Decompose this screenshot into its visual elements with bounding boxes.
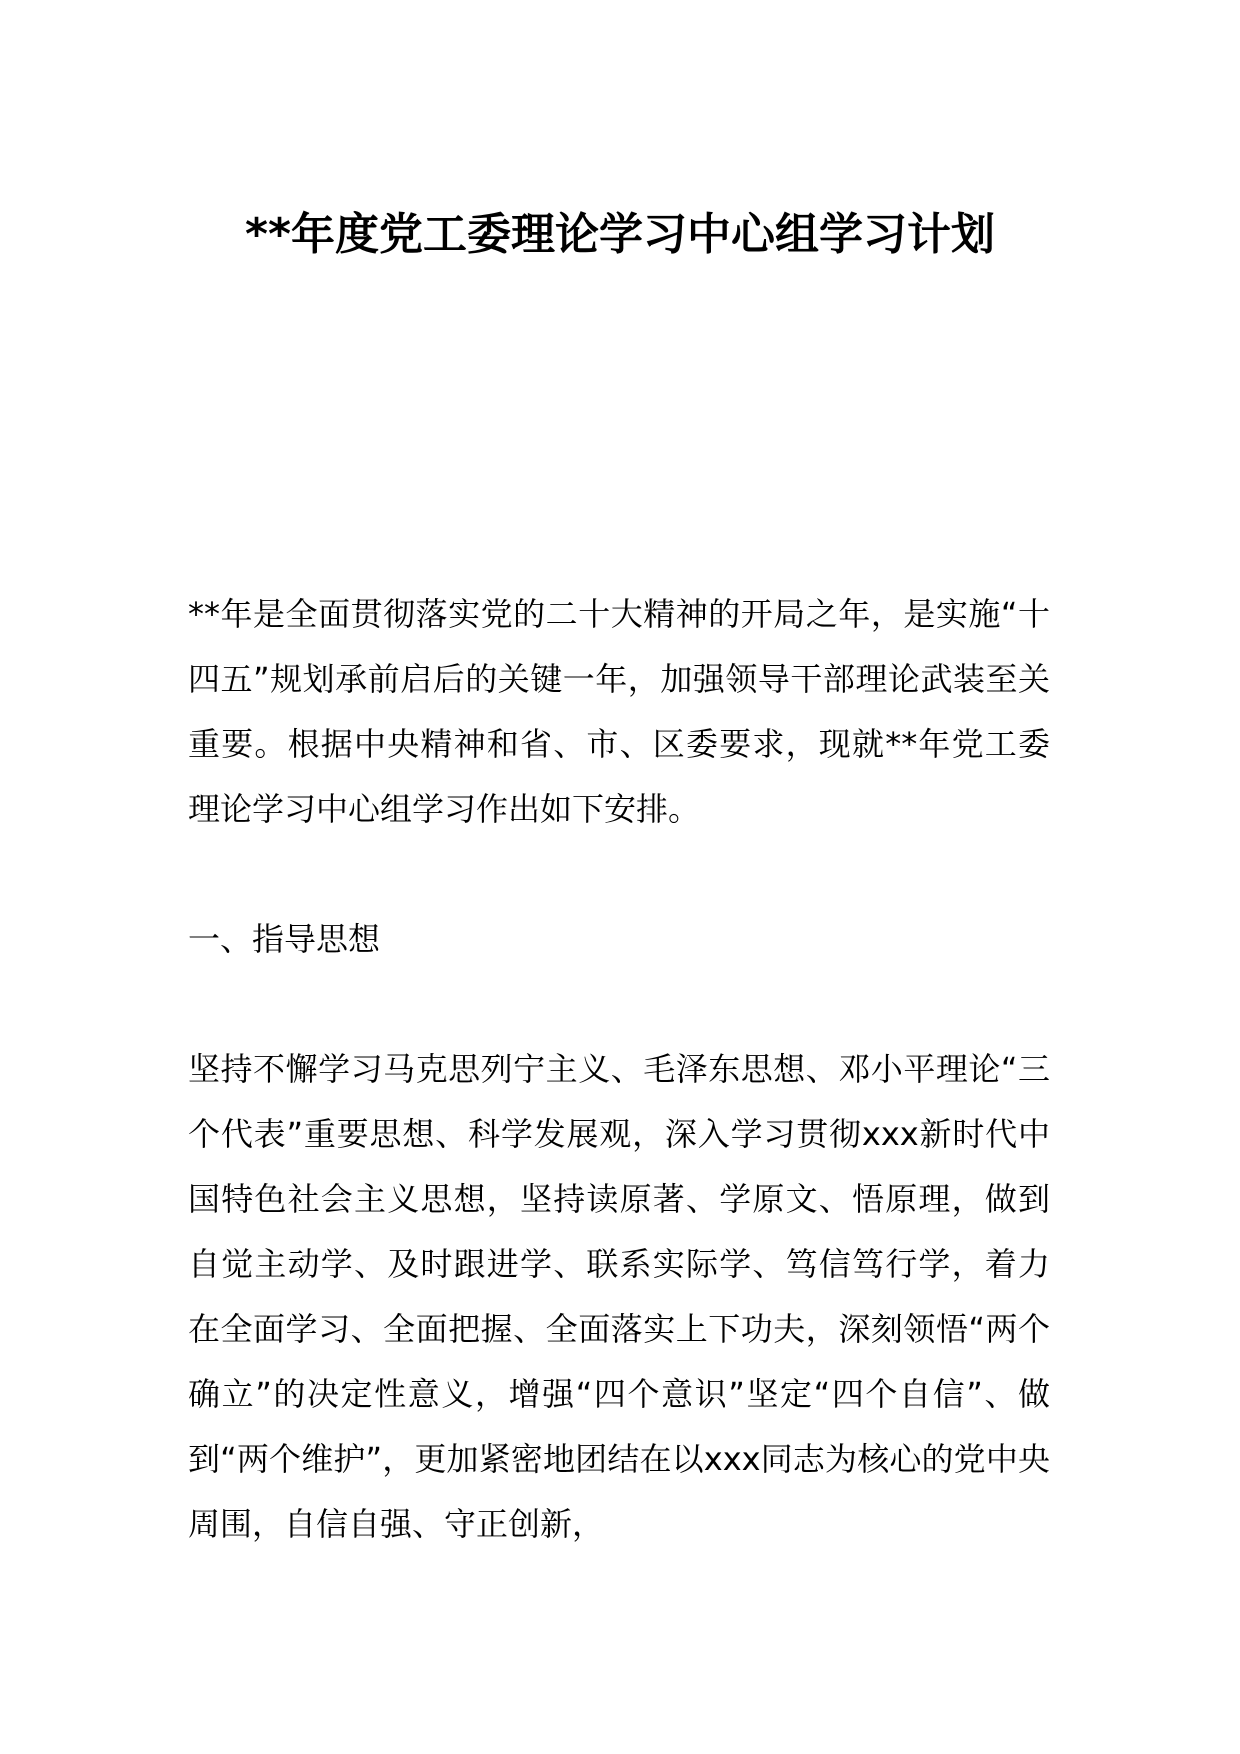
document-body [188,582,1050,1557]
section-heading-guiding-ideology: 一、指导思想 [188,920,381,958]
guiding-ideology-paragraph: 坚持不懈学习马克思列宁主义、毛泽东思想、邓小平理论“三个代表”重要思想、科学发展观，深入学习贯彻xxx新时代中国特色社会主义思想，坚持读原著、学原文、悟原理，做到自觉主动学、及时跟进学、联系实际学、笃信笃行学，着力在全面学习、全面把握、全面落实上下功夫，深刻领悟“两个确立”的决定性意义，增强“四个意识”坚定“四个自信”、做到“两个维护”，更加紧密地团结在以xxx同志为核心的党中央周围，自信自强、守正创新， [188,1050,1050,1543]
intro-paragraph: **年是全面贯彻落实党的二十大精神的开局之年，是实施“十四五”规划承前启后的关键一年，加强领导干部理论武装至关重要。根据中央精神和省、市、区委要求，现就**年党工委理论学习中心组学习作出如下安排。 [188,595,1050,828]
document-title: **年度党工委理论学习中心组学习计划 [244,209,996,260]
